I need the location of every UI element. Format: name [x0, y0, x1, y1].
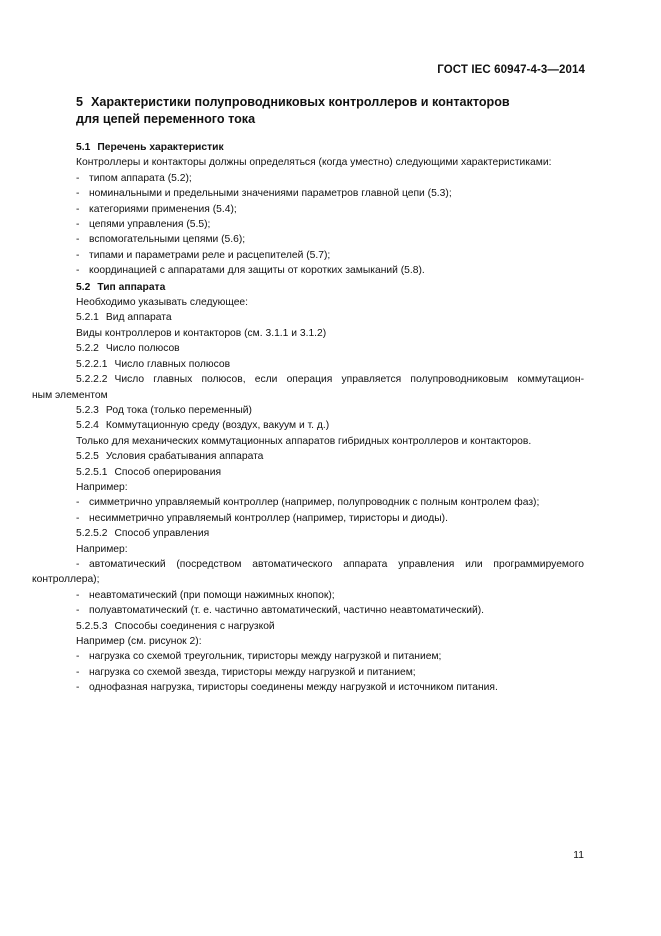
subsection-5-2-heading: 5.2 Тип аппарата: [76, 281, 166, 293]
list-item-continuation: контроллера);: [32, 574, 100, 586]
paragraph-5-1-intro: Контроллеры и контакторы должны определяться (когда уместно) следующими характеристиками:: [76, 157, 552, 169]
list-item: - нагрузка со схемой звезда, тиристоры между нагрузкой и питанием;: [76, 666, 416, 678]
clause-5-2-3: 5.2.3 Род тока (только переменный): [76, 404, 252, 416]
list-item: - несимметрично управляемый контроллер (например, тиристоры и диоды).: [76, 512, 448, 524]
paragraph-5-2-intro: Необходимо указывать следующее:: [76, 297, 249, 309]
paragraph-5-2-4-text: Только для механических коммутационных аппаратов гибридных контроллеров и контакторов.: [76, 435, 532, 447]
list-item: - автоматический (посредством автоматического аппарата управления или программируемого: [76, 558, 584, 570]
clause-5-2-2-2: 5.2.2.2 Число главных полюсов, если операция управляется полупроводниковым коммутацион-: [76, 374, 584, 386]
subsection-5-1-heading: 5.1 Перечень характеристик: [76, 142, 224, 153]
list-item: - цепями управления (5.5);: [76, 219, 211, 231]
list-item: - номинальными и предельными значениями параметров главной цепи (5.3);: [76, 188, 452, 200]
clause-5-2-5: 5.2.5 Условия срабатывания аппарата: [76, 451, 264, 463]
paragraph-5-2-5-1-intro: Например:: [76, 481, 128, 493]
section-title-line2: для цепей переменного тока: [76, 112, 256, 126]
document-body: [32, 140, 584, 696]
list-item: - категориями применения (5.4);: [76, 203, 237, 215]
clause-5-2-1: 5.2.1 Вид аппарата: [76, 312, 172, 324]
list-item: - симметрично управляемый контроллер (например, полупроводник с полным контролем фаз);: [76, 497, 540, 509]
clause-5-2-2-2-continuation: ным элементом: [32, 389, 108, 401]
section-number: 5: [76, 95, 84, 109]
document-header: ГОСТ IEC 60947-4-3—2014: [437, 64, 585, 76]
page-number: 11: [573, 850, 584, 861]
paragraph-5-2-5-2-intro: Например:: [76, 543, 128, 555]
clause-5-2-5-2: 5.2.5.2 Способ управления: [76, 528, 210, 540]
list-item: - вспомогательными цепями (5.6);: [76, 234, 246, 246]
clause-5-2-5-1: 5.2.5.1 Способ оперирования: [76, 466, 222, 478]
list-item: - полуавтоматический (т. е. частично автоматический, частично неавтоматический).: [76, 605, 485, 617]
paragraph-5-2-5-3-intro: Например (см. рисунок 2):: [76, 636, 202, 647]
paragraph-5-2-1-text: Виды контроллеров и контакторов (см. 3.1.1 и 3.1.2): [76, 327, 327, 339]
clause-5-2-5-3: 5.2.5.3 Способы соединения с нагрузкой: [76, 620, 275, 632]
list-item: - типом аппарата (5.2);: [76, 172, 192, 184]
clause-5-2-2-1: 5.2.2.1 Число главных полюсов: [76, 358, 231, 370]
section-title-line1: Характеристики полупроводниковых контроллеров и контакторов: [91, 95, 510, 109]
list-item: - однофазная нагрузка, тиристоры соединены между нагрузкой и источником питания.: [76, 682, 498, 694]
clause-5-2-2: 5.2.2 Число полюсов: [76, 343, 180, 355]
list-item: - нагрузка со схемой треугольник, тиристоры между нагрузкой и питанием;: [76, 651, 442, 663]
clause-5-2-4: 5.2.4 Коммутационную среду (воздух, вакуум и т. д.): [76, 420, 330, 432]
section-title: [76, 94, 596, 128]
list-item: - неавтоматический (при помощи нажимных кнопок);: [76, 589, 335, 601]
list-item: - типами и параметрами реле и расцепителей (5.7);: [76, 249, 331, 261]
list-item: - координацией с аппаратами для защиты от коротких замыканий (5.8).: [76, 265, 425, 277]
